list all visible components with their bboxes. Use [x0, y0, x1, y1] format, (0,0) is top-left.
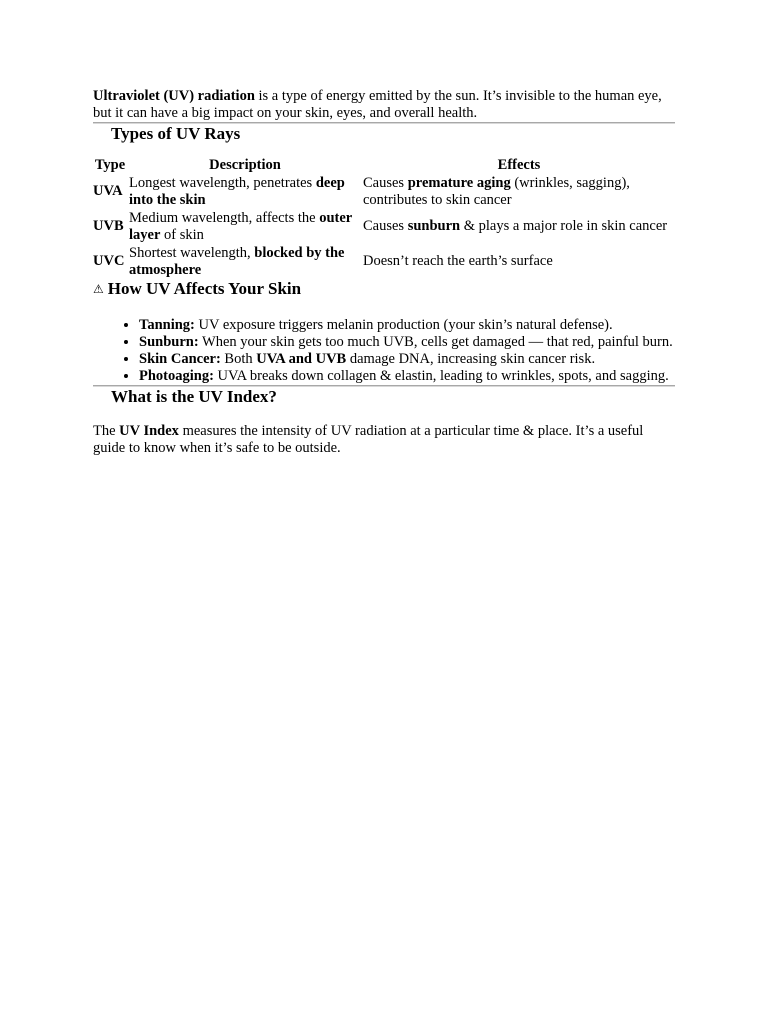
desc-text: Shortest wavelength, — [129, 244, 255, 261]
item-text: damage DNA, increasing skin cancer risk. — [346, 351, 596, 367]
types-heading: Types of UV Rays — [111, 124, 241, 143]
description-cell — [129, 244, 361, 279]
desc-text: Longest wavelength, penetrates — [129, 174, 316, 191]
item-text: UVA breaks down collagen & elastin, leading to wrinkles, spots, and sagging. — [213, 368, 669, 384]
item-label: Tanning: — [139, 317, 195, 333]
desc-emphasis: blocked by the atmosphere — [129, 244, 345, 278]
description-cell — [129, 209, 361, 244]
document-content — [93, 88, 675, 457]
warning-icon: ⚠ — [93, 282, 104, 296]
header-effects: Effects — [497, 157, 541, 173]
effects-cell — [363, 209, 675, 244]
skin-heading-text: How UV Affects Your Skin — [107, 279, 302, 298]
list-item — [139, 317, 675, 334]
intro-paragraph — [93, 88, 675, 122]
list-item — [139, 351, 675, 368]
type-cell: UVC — [93, 253, 125, 269]
description-cell — [129, 174, 361, 209]
item-label: Photoaging: — [139, 368, 214, 384]
effect-emphasis: premature aging — [407, 174, 511, 191]
desc-text: Medium wavelength, affects the — [129, 209, 320, 226]
table-row — [93, 209, 675, 244]
item-text: Both — [220, 351, 257, 367]
item-text: When your skin gets too much UVB, cells get damaged — that red, painful burn. — [198, 334, 673, 350]
effect-text: Doesn’t reach the earth’s surface — [363, 253, 553, 269]
effect-emphasis: sunburn — [407, 218, 461, 234]
desc-emphasis: outer layer — [129, 209, 352, 243]
uv-types-table — [91, 157, 677, 279]
list-item — [139, 334, 675, 351]
item-label: Skin Cancer: — [139, 351, 221, 367]
header-description: Description — [209, 157, 281, 173]
effect-text: & plays a major role in skin cancer — [460, 218, 668, 234]
uv-index-heading: What is the UV Index? — [111, 387, 277, 406]
type-cell: UVB — [93, 218, 124, 234]
table-header-row — [93, 157, 675, 174]
item-text: UV exposure triggers melanin production (your skin’s natural defense). — [194, 317, 613, 333]
item-label: Sunburn: — [139, 334, 199, 350]
effect-text: Causes — [363, 174, 408, 191]
index-text: The — [93, 423, 120, 439]
intro-term: Ultraviolet (UV) radiation — [93, 88, 255, 104]
effect-text: Causes — [363, 218, 408, 234]
skin-effects-list — [93, 317, 675, 385]
type-cell: UVA — [93, 183, 123, 199]
list-item — [139, 368, 675, 385]
intro-text: is a type of energy emitted by the sun. It’s invisible to the human eye, but it can have a big impact on your skin, eyes, and overall health. — [93, 88, 662, 121]
table-row — [93, 174, 675, 209]
desc-text: of skin — [160, 226, 204, 243]
skin-heading — [93, 279, 675, 300]
index-text: measures the intensity of UV radiation at a particular time & place. It’s a useful guide to know when it’s safe to be outside. — [93, 423, 644, 456]
table-row — [93, 244, 675, 279]
uv-index-paragraph — [93, 423, 675, 457]
desc-emphasis: deep into the skin — [129, 174, 345, 208]
effects-cell — [363, 174, 675, 209]
effects-cell — [363, 244, 675, 279]
effect-text: (wrinkles, sagging), contributes to skin cancer — [363, 174, 630, 208]
index-term: UV Index — [119, 423, 179, 439]
header-type: Type — [94, 157, 126, 173]
item-emphasis: UVA and UVB — [256, 351, 347, 367]
